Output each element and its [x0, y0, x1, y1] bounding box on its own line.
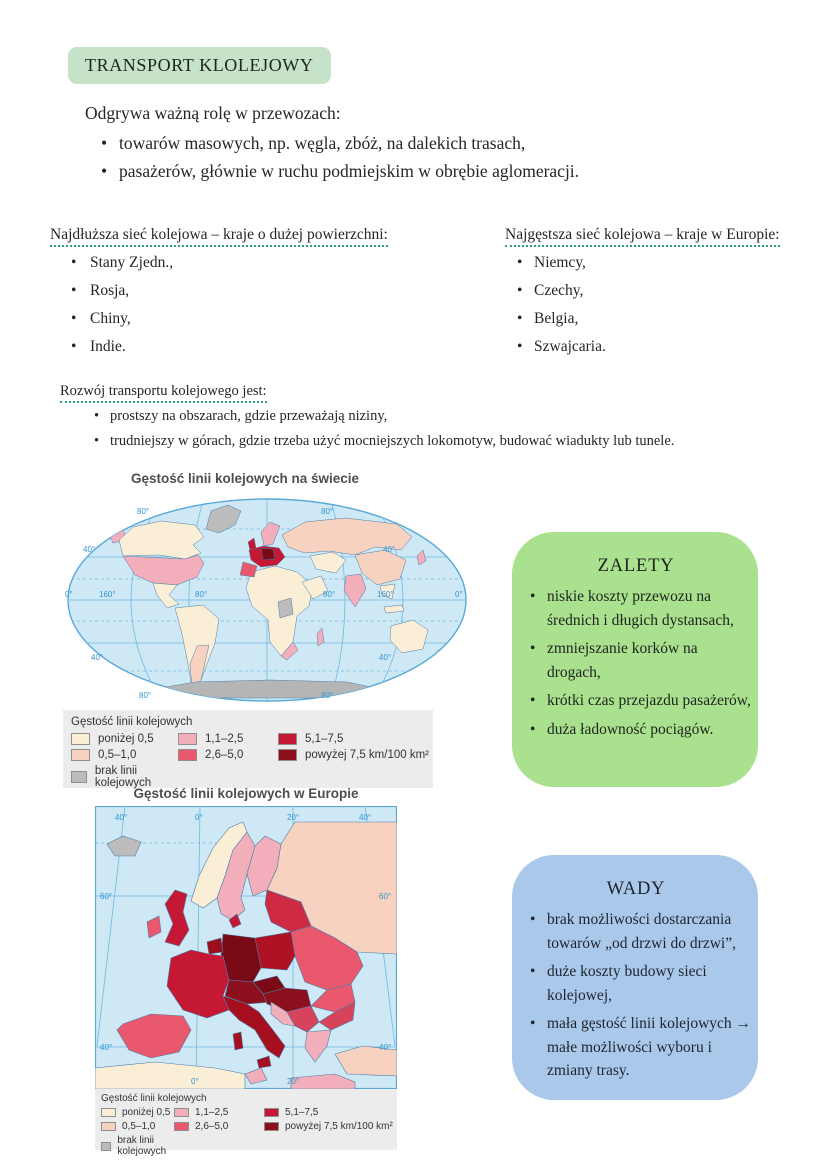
grid-label: 0°	[195, 813, 203, 822]
legend-label: poniżej 0,5	[122, 1107, 171, 1118]
advantages-box	[512, 532, 758, 787]
densest-networks-section	[505, 226, 815, 356]
legend-row	[95, 1135, 397, 1157]
legend-swatch	[264, 1122, 279, 1131]
legend-swatch	[101, 1142, 111, 1151]
page-title: TRANSPORT KLOLEJOWY	[68, 47, 331, 84]
grid-label: 80°	[139, 691, 152, 700]
legend-label: powyżej 7,5 km/100 km²	[305, 749, 429, 761]
list-item: • Rosja,	[50, 282, 480, 300]
legend-swatch	[101, 1122, 116, 1131]
grid-label: 40°	[379, 653, 392, 662]
densest-networks-list	[505, 254, 815, 356]
list-item: • towarów masowych, np. węgla, zbóż, na dalekich trasach,	[85, 133, 725, 154]
intro-lead: Odgrywa ważną rolę w przewozach:	[85, 103, 341, 123]
legend-row	[95, 1121, 397, 1132]
legend-label: 2,6–5,0	[205, 749, 244, 761]
grid-label: 40°	[100, 1043, 113, 1052]
europe-map-title: Gęstość linii kolejowych w Europie	[133, 786, 359, 801]
map-region	[233, 1032, 243, 1050]
grid-label: 40°	[115, 813, 128, 822]
list-item: • Niemcy,	[505, 254, 815, 272]
europe-map-graphic	[95, 806, 397, 1089]
intro-list	[85, 133, 725, 182]
grid-label: 80°	[321, 691, 334, 700]
world-map-title: Gęstość linii kolejowych na świecie	[130, 471, 360, 486]
legend-swatch	[71, 733, 90, 745]
legend-title: Gęstość linii kolejowych	[71, 716, 193, 728]
list-item: • duża ładowność pociągów.	[520, 718, 752, 742]
grid-label: 0°	[455, 590, 463, 599]
map-region	[255, 932, 295, 970]
longest-networks-list	[50, 254, 480, 356]
list-item: • duże koszty budowy sieci kolejowej,	[520, 960, 752, 1007]
legend-swatch	[101, 1108, 116, 1117]
development-list	[60, 408, 805, 450]
legend-label: powyżej 7,5 km/100 km²	[285, 1121, 393, 1132]
legend-label: 0,5–1,0	[98, 749, 137, 761]
legend-swatch	[174, 1108, 189, 1117]
grid-label: 80°	[137, 507, 150, 516]
legend-row	[63, 733, 433, 745]
list-item: • mała gęstość linii kolejowych → małe możliwości wyboru i zmiany trasy.	[520, 1012, 752, 1083]
legend-swatch	[278, 733, 297, 745]
list-item: • pasażerów, głównie w ruchu podmiejskim w obrębie aglomeracji.	[85, 161, 725, 182]
list-item: • Stany Zjedn.,	[50, 254, 480, 272]
list-item: • Chiny,	[50, 310, 480, 328]
legend-swatch	[178, 749, 197, 761]
disadvantages-title: WADY	[606, 879, 666, 899]
legend-row	[63, 749, 433, 761]
grid-label: 40°	[91, 653, 104, 662]
grid-label: 0°	[65, 590, 73, 599]
world-map-legend	[63, 710, 433, 788]
list-item: • Szwajcaria.	[505, 338, 815, 356]
list-item: • Indie.	[50, 338, 480, 356]
densest-networks-heading: Najgęstsza sieć kolejowa – kraje w Europie:	[505, 226, 815, 244]
legend-swatch	[174, 1122, 189, 1131]
list-item: • Czechy,	[505, 282, 815, 300]
development-section	[60, 383, 805, 450]
legend-swatch	[264, 1108, 279, 1117]
legend-label: 0,5–1,0	[122, 1121, 156, 1132]
world-map-graphic	[65, 496, 469, 704]
grid-label: 160°	[377, 590, 394, 599]
legend-swatch	[71, 749, 90, 761]
list-item: • brak możliwości dostarczania towarów „od drzwi do drzwi”,	[520, 908, 752, 955]
legend-label: brak linii kolejowych	[94, 765, 152, 789]
legend-row	[95, 1107, 397, 1118]
map-region	[261, 548, 275, 560]
longest-networks-section	[50, 226, 480, 356]
grid-label: 20°	[287, 1077, 300, 1086]
disadvantages-box	[512, 855, 758, 1100]
legend-label: poniżej 0,5	[98, 733, 154, 745]
legend-label: 1,1–2,5	[205, 733, 244, 745]
disadvantages-list	[520, 908, 752, 1083]
legend-title: Gęstość linii kolejowych	[101, 1093, 207, 1104]
grid-label: 40°	[359, 813, 372, 822]
longest-networks-heading: Najdłuższa sieć kolejowa – kraje o dużej powierzchni:	[50, 226, 480, 244]
list-item: • Belgia,	[505, 310, 815, 328]
legend-swatch	[178, 733, 197, 745]
list-item: • zmniejszanie korków na drogach,	[520, 637, 752, 684]
grid-label: 60°	[379, 892, 392, 901]
grid-label: 80°	[323, 590, 336, 599]
legend-label: 2,6–5,0	[195, 1121, 229, 1132]
legend-label: brak linii kolejowych	[117, 1135, 167, 1157]
intro-section	[85, 103, 725, 182]
grid-label: 160°	[99, 590, 116, 599]
grid-label: 0°	[191, 1077, 199, 1086]
grid-label: 20°	[287, 813, 300, 822]
grid-label: 40°	[383, 545, 396, 554]
advantages-title: ZALETY	[597, 556, 675, 576]
europe-map-legend	[95, 1089, 397, 1157]
grid-label: 40°	[83, 545, 96, 554]
legend-label: 5,1–7,5	[285, 1107, 319, 1118]
grid-label: 80°	[321, 507, 334, 516]
list-item: • niskie koszty przewozu na średnich i długich dystansach,	[520, 585, 752, 632]
list-item: • trudniejszy w górach, gdzie trzeba użyć mocniejszych lokomotyw, budować wiadukty lub tunele.	[60, 433, 805, 450]
grid-label: 80°	[195, 590, 208, 599]
advantages-list	[520, 585, 752, 741]
legend-swatch	[71, 771, 87, 783]
legend-label: 1,1–2,5	[195, 1107, 229, 1118]
legend-label: 5,1–7,5	[305, 733, 344, 745]
legend-swatch	[278, 749, 297, 761]
list-item: • krótki czas przejazdu pasażerów,	[520, 689, 752, 713]
development-heading: Rozwój transportu kolejowego jest:	[60, 383, 805, 400]
list-item: • prostszy na obszarach, gdzie przeważają niziny,	[60, 408, 805, 425]
grid-label: 60°	[100, 892, 113, 901]
grid-label: 40°	[379, 1043, 392, 1052]
